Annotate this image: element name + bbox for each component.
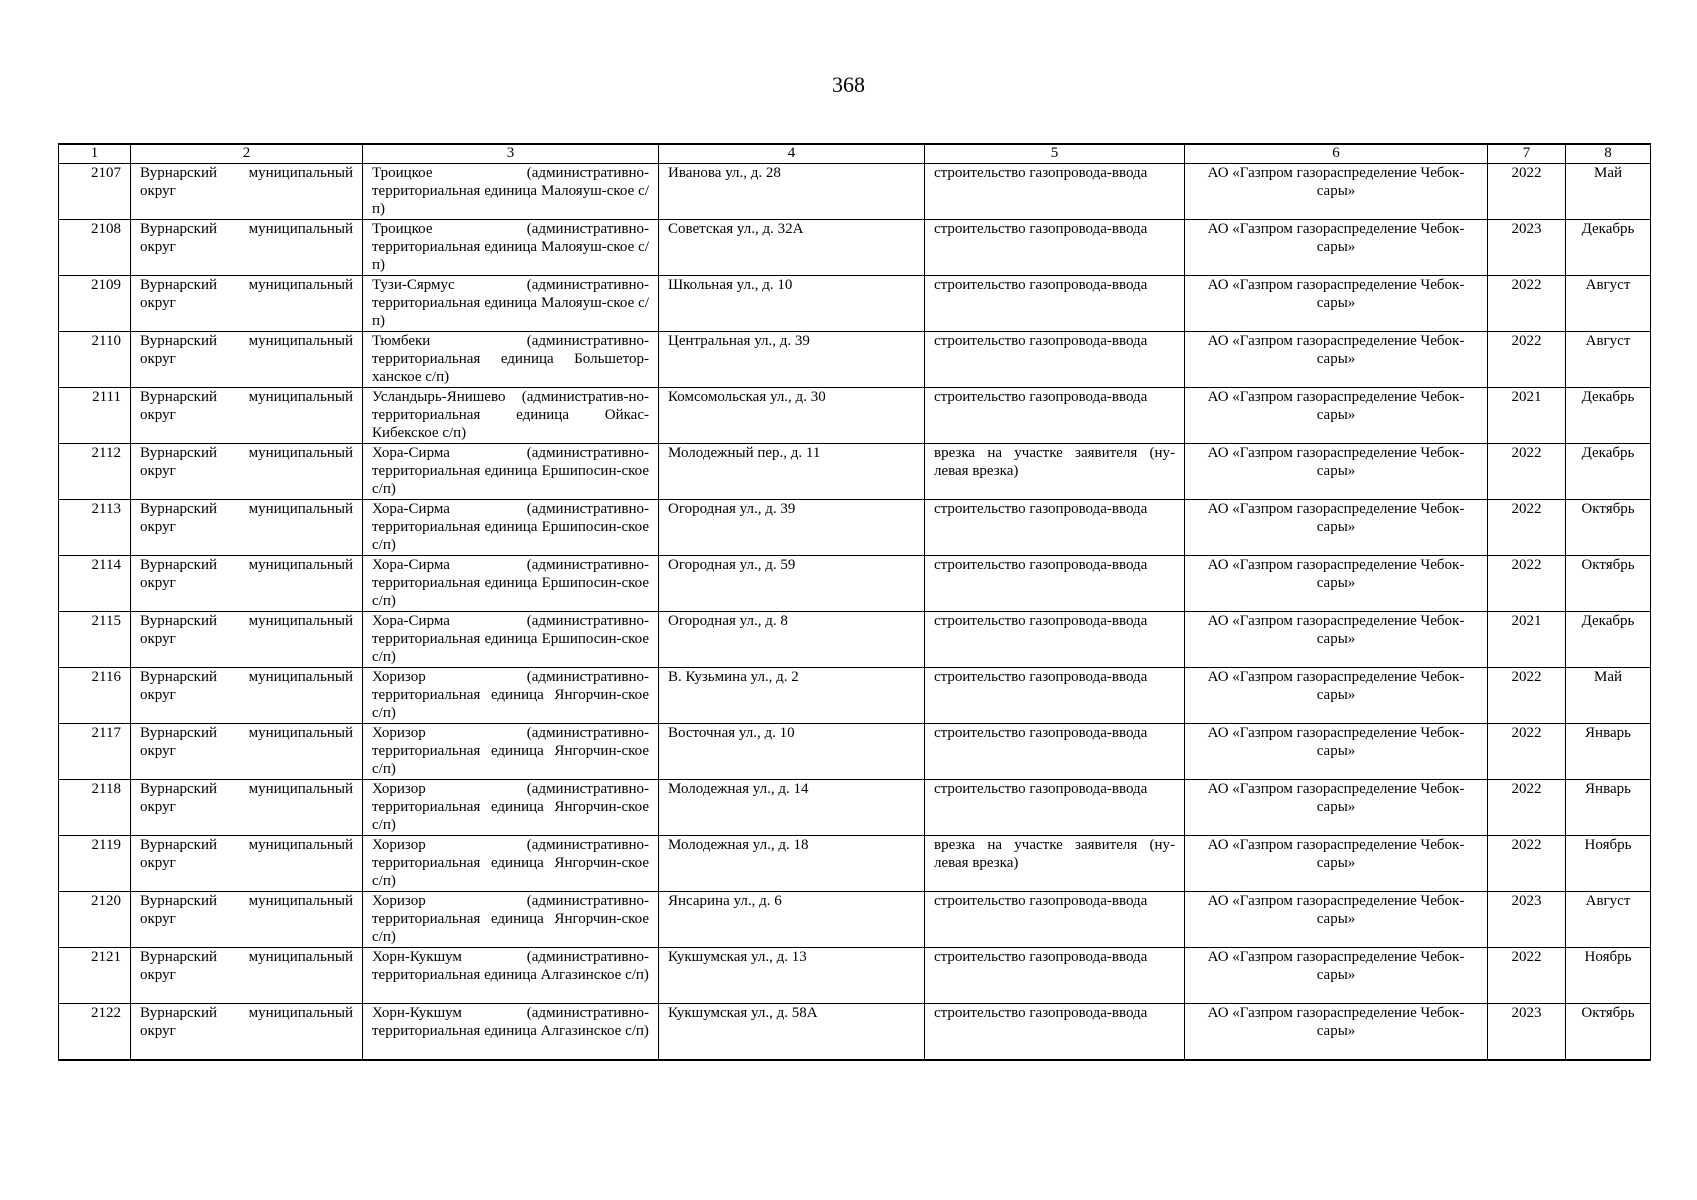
organization-cell: АО «Газпром газораспределение Чебок-сары» xyxy=(1185,780,1488,836)
year-cell: 2022 xyxy=(1488,780,1566,836)
month-cell: Май xyxy=(1566,164,1651,220)
work-type-cell: врезка на участке заявителя (ну-левая врезка) xyxy=(925,444,1185,500)
table-row xyxy=(59,1004,1651,1060)
row-number-cell: 2112 xyxy=(59,444,131,500)
year-cell: 2022 xyxy=(1488,444,1566,500)
year-cell: 2022 xyxy=(1488,948,1566,1004)
address-cell: Восточная ул., д. 10 xyxy=(659,724,925,780)
header-cell-4: 4 xyxy=(659,144,925,164)
address-cell: Янсарина ул., д. 6 xyxy=(659,892,925,948)
row-number-cell: 2107 xyxy=(59,164,131,220)
header-cell-1: 1 xyxy=(59,144,131,164)
header-cell-6: 6 xyxy=(1185,144,1488,164)
row-number-cell: 2119 xyxy=(59,836,131,892)
address-cell: Огородная ул., д. 8 xyxy=(659,612,925,668)
work-type-cell: строительство газопровода-ввода xyxy=(925,556,1185,612)
month-cell: Декабрь xyxy=(1566,612,1651,668)
table-row xyxy=(59,612,1651,668)
month-cell: Декабрь xyxy=(1566,444,1651,500)
gasification-table xyxy=(58,143,1651,1061)
address-cell: Молодежная ул., д. 14 xyxy=(659,780,925,836)
month-cell: Август xyxy=(1566,276,1651,332)
address-cell: Огородная ул., д. 39 xyxy=(659,500,925,556)
table-row xyxy=(59,388,1651,444)
settlement-cell: Хоризор (административно-территориальная единица Янгорчин-ское с/п) xyxy=(363,780,659,836)
year-cell: 2022 xyxy=(1488,164,1566,220)
table-row xyxy=(59,668,1651,724)
settlement-cell: Хора-Сирма (административно-территориальная единица Ершипосин-ское с/п) xyxy=(363,500,659,556)
row-number-cell: 2110 xyxy=(59,332,131,388)
address-cell: Советская ул., д. 32А xyxy=(659,220,925,276)
row-number-cell: 2109 xyxy=(59,276,131,332)
month-cell: Декабрь xyxy=(1566,388,1651,444)
month-cell: Январь xyxy=(1566,780,1651,836)
header-cell-2: 2 xyxy=(131,144,363,164)
month-cell: Август xyxy=(1566,892,1651,948)
year-cell: 2023 xyxy=(1488,220,1566,276)
organization-cell: АО «Газпром газораспределение Чебок-сары» xyxy=(1185,612,1488,668)
work-type-cell: строительство газопровода-ввода xyxy=(925,388,1185,444)
month-cell: Декабрь xyxy=(1566,220,1651,276)
district-cell: Вурнарский муниципальный округ xyxy=(131,164,363,220)
row-number-cell: 2118 xyxy=(59,780,131,836)
district-cell: Вурнарский муниципальный округ xyxy=(131,220,363,276)
organization-cell: АО «Газпром газораспределение Чебок-сары» xyxy=(1185,556,1488,612)
settlement-cell: Хора-Сирма (административно-территориальная единица Ершипосин-ское с/п) xyxy=(363,556,659,612)
table-header xyxy=(59,144,1651,164)
district-cell: Вурнарский муниципальный округ xyxy=(131,444,363,500)
settlement-cell: Хоризор (административно-территориальная единица Янгорчин-ское с/п) xyxy=(363,668,659,724)
table-row xyxy=(59,164,1651,220)
address-cell: Кукшумская ул., д. 58А xyxy=(659,1004,925,1060)
row-number-cell: 2120 xyxy=(59,892,131,948)
table-row xyxy=(59,724,1651,780)
month-cell: Январь xyxy=(1566,724,1651,780)
table-row xyxy=(59,500,1651,556)
row-number-cell: 2114 xyxy=(59,556,131,612)
header-cell-8: 8 xyxy=(1566,144,1651,164)
table-row xyxy=(59,780,1651,836)
work-type-cell: врезка на участке заявителя (ну-левая врезка) xyxy=(925,836,1185,892)
header-cell-5: 5 xyxy=(925,144,1185,164)
address-cell: Комсомольская ул., д. 30 xyxy=(659,388,925,444)
year-cell: 2023 xyxy=(1488,892,1566,948)
work-type-cell: строительство газопровода-ввода xyxy=(925,892,1185,948)
address-cell: Центральная ул., д. 39 xyxy=(659,332,925,388)
table-row xyxy=(59,220,1651,276)
year-cell: 2022 xyxy=(1488,500,1566,556)
row-number-cell: 2116 xyxy=(59,668,131,724)
month-cell: Ноябрь xyxy=(1566,948,1651,1004)
table-row xyxy=(59,836,1651,892)
address-cell: Иванова ул., д. 28 xyxy=(659,164,925,220)
table-body xyxy=(59,164,1651,1060)
table-row xyxy=(59,444,1651,500)
table-row xyxy=(59,948,1651,1004)
work-type-cell: строительство газопровода-ввода xyxy=(925,164,1185,220)
year-cell: 2022 xyxy=(1488,668,1566,724)
district-cell: Вурнарский муниципальный округ xyxy=(131,948,363,1004)
address-cell: В. Кузьмина ул., д. 2 xyxy=(659,668,925,724)
year-cell: 2021 xyxy=(1488,612,1566,668)
table-row xyxy=(59,892,1651,948)
header-row xyxy=(59,144,1651,164)
district-cell: Вурнарский муниципальный округ xyxy=(131,892,363,948)
year-cell: 2022 xyxy=(1488,556,1566,612)
settlement-cell: Хора-Сирма (административно-территориальная единица Ершипосин-ское с/п) xyxy=(363,612,659,668)
organization-cell: АО «Газпром газораспределение Чебок-сары» xyxy=(1185,948,1488,1004)
header-cell-7: 7 xyxy=(1488,144,1566,164)
work-type-cell: строительство газопровода-ввода xyxy=(925,276,1185,332)
settlement-cell: Хоризор (административно-территориальная единица Янгорчин-ское с/п) xyxy=(363,836,659,892)
district-cell: Вурнарский муниципальный округ xyxy=(131,836,363,892)
month-cell: Октябрь xyxy=(1566,500,1651,556)
row-number-cell: 2122 xyxy=(59,1004,131,1060)
month-cell: Август xyxy=(1566,332,1651,388)
organization-cell: АО «Газпром газораспределение Чебок-сары» xyxy=(1185,220,1488,276)
address-cell: Кукшумская ул., д. 13 xyxy=(659,948,925,1004)
year-cell: 2023 xyxy=(1488,1004,1566,1060)
row-number-cell: 2115 xyxy=(59,612,131,668)
year-cell: 2021 xyxy=(1488,388,1566,444)
district-cell: Вурнарский муниципальный округ xyxy=(131,724,363,780)
settlement-cell: Тюмбеки (административно-территориальная единица Большетор-ханское с/п) xyxy=(363,332,659,388)
year-cell: 2022 xyxy=(1488,332,1566,388)
organization-cell: АО «Газпром газораспределение Чебок-сары» xyxy=(1185,836,1488,892)
year-cell: 2022 xyxy=(1488,276,1566,332)
row-number-cell: 2108 xyxy=(59,220,131,276)
district-cell: Вурнарский муниципальный округ xyxy=(131,388,363,444)
organization-cell: АО «Газпром газораспределение Чебок-сары» xyxy=(1185,164,1488,220)
month-cell: Октябрь xyxy=(1566,556,1651,612)
row-number-cell: 2111 xyxy=(59,388,131,444)
address-cell: Молодежная ул., д. 18 xyxy=(659,836,925,892)
row-number-cell: 2121 xyxy=(59,948,131,1004)
work-type-cell: строительство газопровода-ввода xyxy=(925,1004,1185,1060)
address-cell: Огородная ул., д. 59 xyxy=(659,556,925,612)
district-cell: Вурнарский муниципальный округ xyxy=(131,612,363,668)
row-number-cell: 2113 xyxy=(59,500,131,556)
work-type-cell: строительство газопровода-ввода xyxy=(925,724,1185,780)
work-type-cell: строительство газопровода-ввода xyxy=(925,612,1185,668)
district-cell: Вурнарский муниципальный округ xyxy=(131,332,363,388)
settlement-cell: Хорн-Кукшум (административно-территориальная единица Алгазинское с/п) xyxy=(363,1004,659,1060)
table-row xyxy=(59,332,1651,388)
address-cell: Молодежный пер., д. 11 xyxy=(659,444,925,500)
table-row xyxy=(59,276,1651,332)
organization-cell: АО «Газпром газораспределение Чебок-сары» xyxy=(1185,724,1488,780)
header-cell-3: 3 xyxy=(363,144,659,164)
work-type-cell: строительство газопровода-ввода xyxy=(925,780,1185,836)
organization-cell: АО «Газпром газораспределение Чебок-сары» xyxy=(1185,388,1488,444)
organization-cell: АО «Газпром газораспределение Чебок-сары» xyxy=(1185,892,1488,948)
settlement-cell: Хора-Сирма (административно-территориальная единица Ершипосин-ское с/п) xyxy=(363,444,659,500)
month-cell: Май xyxy=(1566,668,1651,724)
settlement-cell: Хорн-Кукшум (административно-территориальная единица Алгазинское с/п) xyxy=(363,948,659,1004)
district-cell: Вурнарский муниципальный округ xyxy=(131,556,363,612)
work-type-cell: строительство газопровода-ввода xyxy=(925,220,1185,276)
settlement-cell: Усландырь-Янишево (административ-но-территориальная единица Ойкас-Кибекское с/п) xyxy=(363,388,659,444)
settlement-cell: Хоризор (административно-территориальная единица Янгорчин-ское с/п) xyxy=(363,892,659,948)
year-cell: 2022 xyxy=(1488,836,1566,892)
address-cell: Школьная ул., д. 10 xyxy=(659,276,925,332)
year-cell: 2022 xyxy=(1488,724,1566,780)
settlement-cell: Тузи-Сярмус (административно-территориальная единица Малояуш-ское с/п) xyxy=(363,276,659,332)
month-cell: Октябрь xyxy=(1566,1004,1651,1060)
work-type-cell: строительство газопровода-ввода xyxy=(925,500,1185,556)
district-cell: Вурнарский муниципальный округ xyxy=(131,276,363,332)
organization-cell: АО «Газпром газораспределение Чебок-сары» xyxy=(1185,500,1488,556)
organization-cell: АО «Газпром газораспределение Чебок-сары» xyxy=(1185,668,1488,724)
district-cell: Вурнарский муниципальный округ xyxy=(131,500,363,556)
organization-cell: АО «Газпром газораспределение Чебок-сары» xyxy=(1185,332,1488,388)
settlement-cell: Троицкое (административно-территориальная единица Малояуш-ское с/п) xyxy=(363,220,659,276)
district-cell: Вурнарский муниципальный округ xyxy=(131,668,363,724)
work-type-cell: строительство газопровода-ввода xyxy=(925,668,1185,724)
organization-cell: АО «Газпром газораспределение Чебок-сары» xyxy=(1185,1004,1488,1060)
row-number-cell: 2117 xyxy=(59,724,131,780)
organization-cell: АО «Газпром газораспределение Чебок-сары» xyxy=(1185,276,1488,332)
settlement-cell: Троицкое (административно-территориальная единица Малояуш-ское с/п) xyxy=(363,164,659,220)
settlement-cell: Хоризор (административно-территориальная единица Янгорчин-ское с/п) xyxy=(363,724,659,780)
work-type-cell: строительство газопровода-ввода xyxy=(925,332,1185,388)
work-type-cell: строительство газопровода-ввода xyxy=(925,948,1185,1004)
month-cell: Ноябрь xyxy=(1566,836,1651,892)
district-cell: Вурнарский муниципальный округ xyxy=(131,1004,363,1060)
district-cell: Вурнарский муниципальный округ xyxy=(131,780,363,836)
table-row xyxy=(59,556,1651,612)
page-number: 368 xyxy=(832,72,865,97)
organization-cell: АО «Газпром газораспределение Чебок-сары» xyxy=(1185,444,1488,500)
